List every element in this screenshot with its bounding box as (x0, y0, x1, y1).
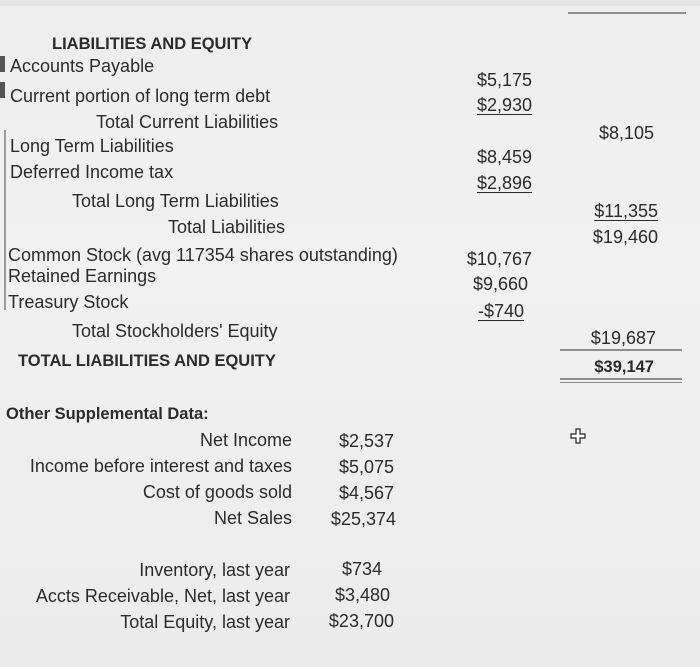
crosshair-plus-cursor-icon (570, 428, 586, 444)
value-long-term-liabilities: $8,459 (476, 147, 532, 167)
row-label-deferred-income-tax: Deferred Income tax (10, 162, 174, 182)
row-marker (0, 56, 5, 72)
row-label-total-stockholders-equity: Total Stockholders' Equity (72, 321, 278, 341)
value-current-portion-ltd: $2,930 (476, 95, 532, 115)
value-deferred-income-tax: $2,896 (476, 173, 532, 193)
total-rule (560, 349, 682, 351)
left-edge-line (4, 130, 6, 310)
row-label-treasury-stock: Treasury Stock (8, 292, 129, 312)
supp-label-total-equity-last-year: Total Equity, last year (120, 612, 290, 632)
supp-label-net-income: Net Income (199, 430, 292, 450)
row-label-current-portion-ltd: Current portion of long term debt (10, 86, 271, 106)
value-total-liabilities: $19,460 (592, 227, 658, 247)
top-column-rule (568, 12, 686, 14)
double-total-rule-2 (560, 382, 682, 383)
supp-value-accts-receivable-last-year: $3,480 (334, 585, 390, 605)
supp-value-net-sales: $25,374 (330, 509, 396, 529)
supp-value-net-income: $2,537 (338, 431, 394, 451)
supp-value-ebit: $5,075 (338, 457, 394, 477)
section-heading-liabilities: LIABILITIES AND EQUITY (52, 35, 253, 53)
value-total-stockholders-equity: $19,687 (590, 328, 656, 348)
double-total-rule (560, 378, 682, 380)
value-retained-earnings: $9,660 (472, 274, 528, 294)
supp-label-inventory-last-year: Inventory, last year (139, 560, 290, 580)
row-label-retained-earnings: Retained Earnings (8, 266, 157, 286)
value-total-current-liabilities: $8,105 (598, 123, 654, 143)
supp-label-cogs: Cost of goods sold (142, 482, 292, 502)
row-marker (0, 82, 5, 98)
supp-label-accts-receivable-last-year: Accts Receivable, Net, last year (35, 586, 290, 606)
row-label-total-long-term-liabilities: Total Long Term Liabilities (72, 191, 279, 211)
row-label-total-liabilities: Total Liabilities (168, 217, 286, 237)
supp-label-ebit: Income before interest and taxes (29, 456, 292, 476)
row-label-accounts-payable: Accounts Payable (10, 56, 155, 76)
value-accounts-payable: $5,175 (476, 70, 532, 90)
supp-value-total-equity-last-year: $23,700 (328, 611, 394, 631)
row-label-long-term-liabilities: Long Term Liabilities (10, 136, 174, 156)
value-total-liabilities-and-equity: $39,147 (594, 358, 654, 376)
value-common-stock: $10,767 (466, 249, 532, 269)
value-treasury-stock: -$740 (477, 301, 524, 321)
value-total-long-term-liabilities: $11,355 (594, 201, 658, 221)
section-heading-supplemental: Other Supplemental Data: (6, 405, 209, 423)
supp-value-inventory-last-year: $734 (341, 559, 382, 579)
top-edge (0, 0, 700, 6)
row-label-total-current-liabilities: Total Current Liabilities (96, 112, 279, 132)
row-label-common-stock: Common Stock (avg 117354 shares outstanding) (8, 245, 398, 265)
supp-label-net-sales: Net Sales (213, 508, 292, 528)
supp-value-cogs: $4,567 (338, 483, 394, 503)
row-label-total-liabilities-and-equity: TOTAL LIABILITIES AND EQUITY (18, 352, 276, 370)
